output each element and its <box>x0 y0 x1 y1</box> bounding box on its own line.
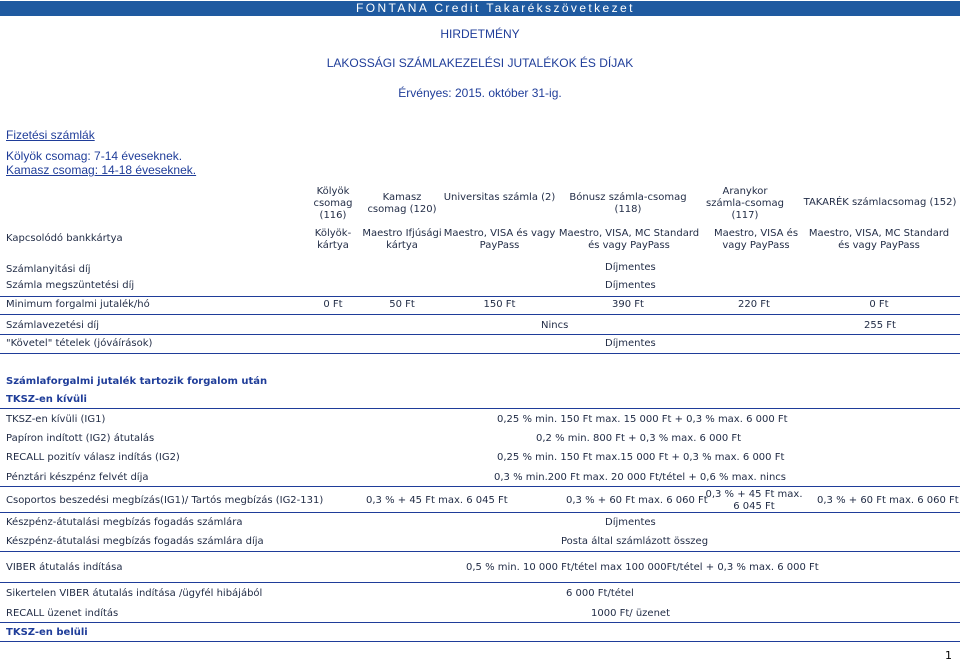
group-collection-value-4: 0,3 % + 60 Ft max. 6 060 Ft <box>817 495 959 506</box>
row-label-closing-fee: Számla megszüntetési díj <box>6 280 135 291</box>
announcement-title: HIRDETMÉNY <box>440 27 520 41</box>
row-label-recall-positive: RECALL pozitív válasz indítás (IG2) <box>6 452 180 463</box>
row-label-viber-failed: Sikertelen VIBER átutalás indítása /ügyfél hibájából <box>6 588 263 599</box>
row-label-maintenance-fee: Számlavezetési díj <box>6 320 99 331</box>
col-header-kolyok: Kölyök csomag (116) <box>313 186 353 221</box>
row-label-group-collection: Csoportos beszedési megbízás(IG1)/ Tartós megbízás (IG2-131) <box>6 495 324 506</box>
cash-transfer-value: Díjmentes <box>605 517 656 528</box>
card-bonusz: Maestro, VISA, MC Standard és vagy PayPass <box>558 228 700 251</box>
divider <box>0 622 960 623</box>
divider <box>0 296 960 297</box>
min-commission-universitas: 150 Ft <box>483 299 516 310</box>
recall-positive-value: 0,25 % min. 150 Ft max.15 000 Ft + 0,3 % max. 6 000 Ft <box>497 452 785 463</box>
divider <box>0 353 960 354</box>
col-header-universitas: Universitas számla (2) <box>443 192 556 203</box>
subsection-internal: TKSZ-en belüli <box>6 627 88 638</box>
kid-package-note: Kölyök csomag: 7-14 éveseknek. <box>6 149 183 163</box>
row-label-cash-transfer-fee: Készpénz-átutalási megbízás fogadás számlára díja <box>6 536 264 547</box>
divider <box>0 551 960 552</box>
cash-transfer-fee-value: Posta által számlázott összeg <box>561 536 709 547</box>
row-label-cash-transfer: Készpénz-átutalási megbízás fogadás számlára <box>6 517 243 528</box>
section-title-turnover: Számlaforgalmi jutalék tartozik forgalom után <box>6 376 268 387</box>
divider <box>0 641 960 642</box>
bank-name-banner: FONTANA Credit Takarékszövetkezet <box>0 1 960 16</box>
group-collection-value-1: 0,3 % + 45 Ft max. 6 045 Ft <box>366 495 508 506</box>
opening-fee-value: Díjmentes <box>605 262 656 273</box>
section-title-payment-accounts: Fizetési számlák <box>6 128 95 142</box>
divider <box>0 486 960 487</box>
maintenance-fee-value: Nincs <box>541 320 569 331</box>
row-label-recall-message: RECALL üzenet indítás <box>6 608 119 619</box>
row-label-bank-card: Kapcsolódó bankkártya <box>6 233 123 244</box>
divider <box>0 314 960 315</box>
row-label-cash-withdrawal: Pénztári készpénz felvét díja <box>6 472 149 483</box>
validity-date: Érvényes: 2015. október 31-ig. <box>398 86 562 100</box>
col-header-kamasz: Kamasz csomag (120) <box>367 192 437 215</box>
subsection-external: TKSZ-en kívüli <box>6 394 87 405</box>
ig2-paper-value: 0,2 % min. 800 Ft + 0,3 % max. 6 000 Ft <box>536 433 742 444</box>
card-kamasz: Maestro Ifjúsági kártya <box>362 228 442 251</box>
row-label-opening-fee: Számlanyitási díj <box>6 264 91 275</box>
divider <box>0 334 960 335</box>
min-commission-aranykor: 220 Ft <box>738 299 770 310</box>
ig1-value: 0,25 % min. 150 Ft max. 15 000 Ft + 0,3 % max. 6 000 Ft <box>497 414 788 425</box>
card-kolyok: Kölyök-kártya <box>314 228 352 251</box>
col-header-takarek: TAKARÉK számlacsomag (152) <box>803 197 957 208</box>
maintenance-fee-takarek: 255 Ft <box>864 320 896 331</box>
row-label-ig2-paper: Papíron indított (IG2) átutalás <box>6 433 155 444</box>
row-label-viber: VIBER átutalás indítása <box>6 562 123 573</box>
row-label-min-commission: Minimum forgalmi jutalék/hó <box>6 299 150 310</box>
divider <box>0 512 960 513</box>
min-commission-kolyok: 0 Ft <box>323 299 343 310</box>
min-commission-bonusz: 390 Ft <box>612 299 644 310</box>
recall-message-value: 1000 Ft/ üzenet <box>591 608 670 619</box>
page-number: 1 <box>945 649 952 662</box>
min-commission-kamasz: 50 Ft <box>389 299 415 310</box>
divider <box>0 582 960 583</box>
card-takarek: Maestro, VISA, MC Standard és vagy PayPass <box>808 228 950 251</box>
page-subtitle: LAKOSSÁGI SZÁMLAKEZELÉSI JUTALÉKOK ÉS DÍJAK <box>326 56 634 70</box>
teen-package-note: Kamasz csomag: 14-18 éveseknek. <box>6 163 197 177</box>
credit-items-value: Díjmentes <box>605 338 656 349</box>
viber-value: 0,5 % min. 10 000 Ft/tétel max 100 000Ft/tétel + 0,3 % max. 6 000 Ft <box>466 562 819 573</box>
viber-failed-value: 6 000 Ft/tétel <box>566 588 634 599</box>
closing-fee-value: Díjmentes <box>605 280 656 291</box>
col-header-bonusz: Bónusz számla-csomag (118) <box>569 192 687 215</box>
card-universitas: Maestro, VISA és vagy PayPass <box>443 228 556 251</box>
row-label-ig1: TKSZ-en kívüli (IG1) <box>6 414 106 425</box>
min-commission-takarek: 0 Ft <box>869 299 889 310</box>
group-collection-value-2: 0,3 % + 60 Ft max. 6 060 Ft <box>566 495 708 506</box>
divider <box>0 408 960 409</box>
cash-withdrawal-value: 0,3 % min.200 Ft max. 20 000 Ft/tétel + 0,6 % max. nincs <box>494 472 787 483</box>
card-aranykor: Maestro, VISA és vagy PayPass <box>713 228 799 251</box>
group-collection-value-3: 0,3 % + 45 Ft max. 6 045 Ft <box>705 489 803 512</box>
row-label-credit-items: "Követel" tételek (jóváírások) <box>6 338 153 349</box>
col-header-aranykor: Aranykor számla-csomag (117) <box>706 186 784 221</box>
